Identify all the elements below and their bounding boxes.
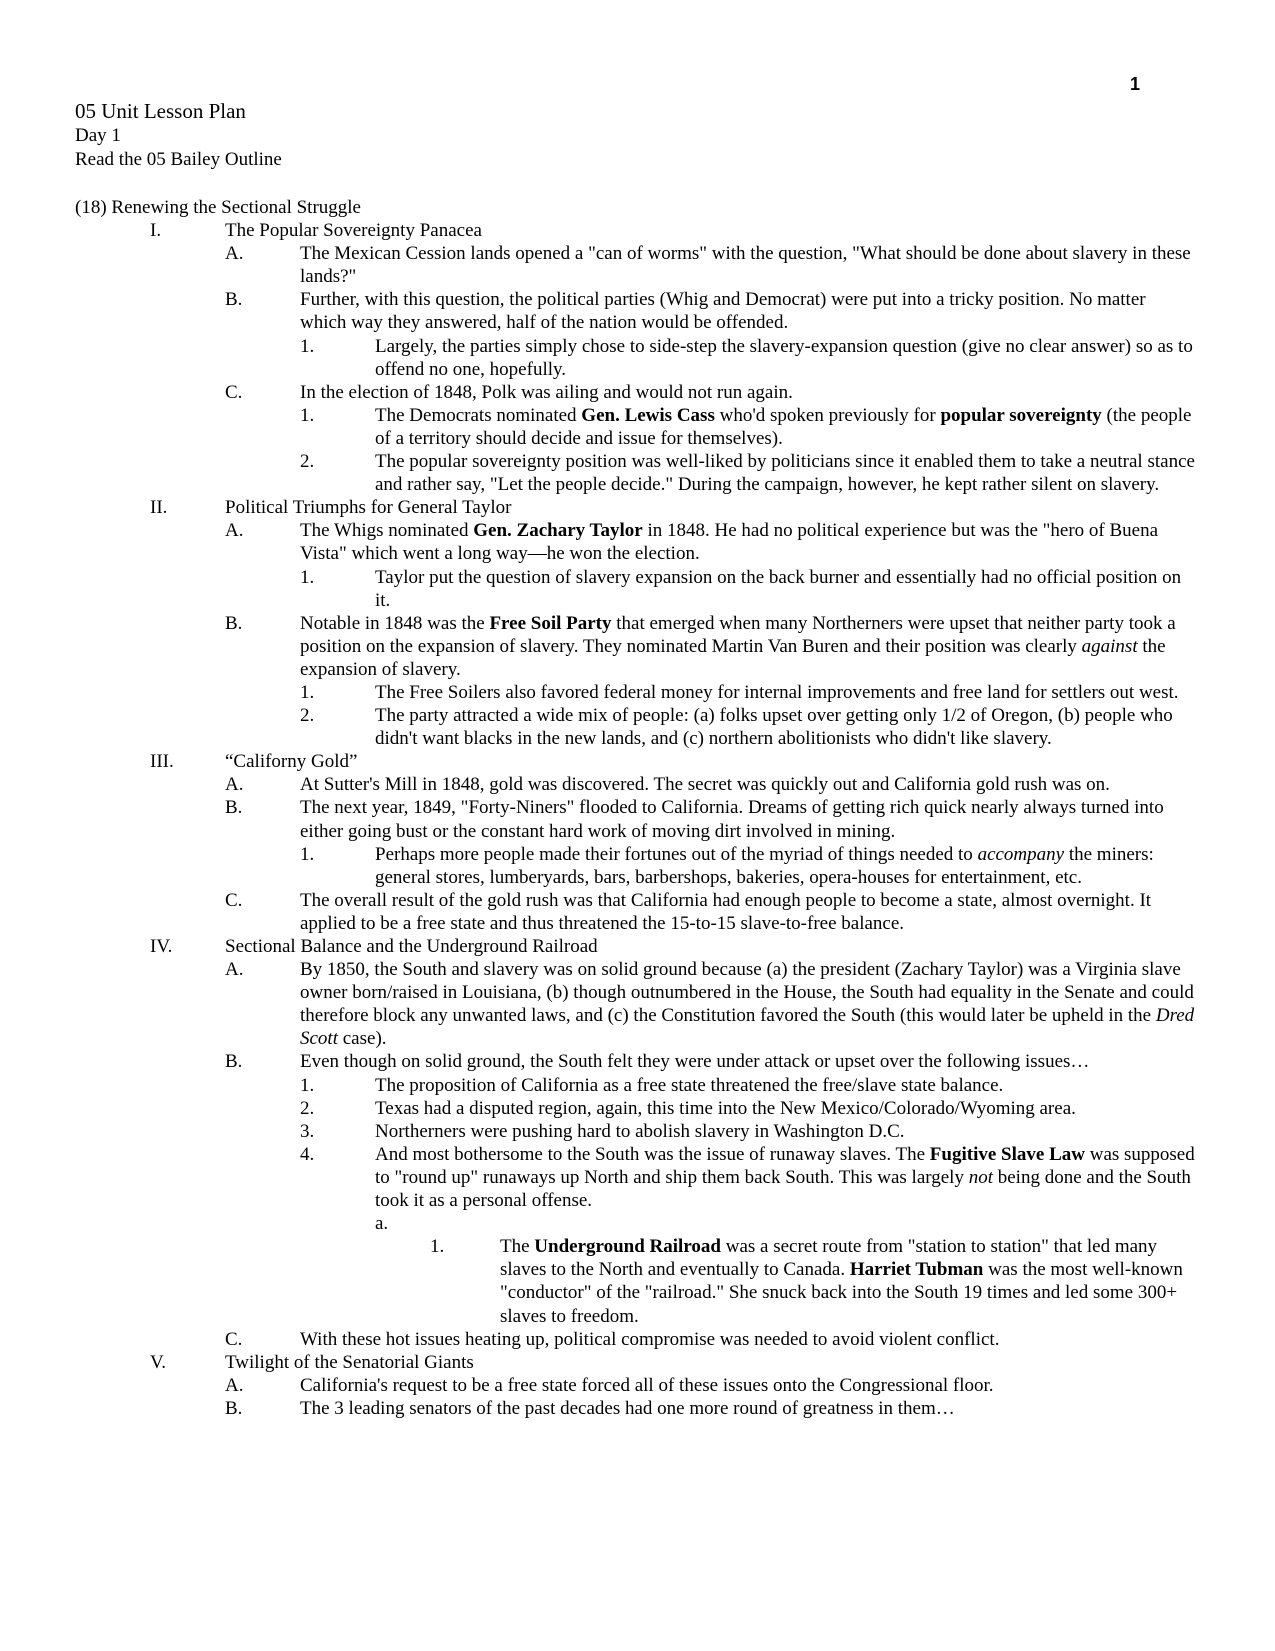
item-text: Perhaps more people made their fortunes out of the myriad of things needed to accompany the miners: general stores, lumberyards, bars, barbershops, bakeries, opera-houses for entertainment, etc. [375,843,1154,888]
item-text: The Free Soilers also favored federal money for internal improvements and free land for settlers out west. [375,681,1179,703]
outline-item [0,381,1275,404]
key-term: Gen. Lewis Cass [581,404,715,426]
item-label: 1. [300,566,315,588]
item-label: 1. [300,843,315,865]
item-text: Texas had a disputed region, again, this time into the New Mexico/Colorado/Wyoming area. [375,1097,1076,1119]
item-label: B. [225,289,243,311]
outline-section [0,1351,1275,1374]
outline-item [0,843,1275,889]
item-text: Notable in 1848 was the Free Soil Party that emerged when many Northerners were upset that neither party took a position on the expansion of slavery. They nominated Martin Van Buren and their position was clearly against the expansion of slavery. [300,612,1176,680]
item-label: 2. [300,705,315,727]
outline-item [0,566,1275,612]
item-text: By 1850, the South and slavery was on solid ground because (a) the president (Zachary Taylor) was a Virginia slave owner born/raised in Louisiana, (b) though outnumbered in the House, the South had equality in the Senate and could therefore block any unwanted laws, and (c) the Constitution favored the South (this would later be upheld in the Dred Scott case). [300,959,1195,1050]
outline-item [0,450,1275,496]
item-label: B. [225,1397,243,1419]
section-numeral: V. [150,1351,167,1373]
item-label: 1. [430,1236,445,1258]
outline-item [0,1074,1275,1097]
outline-item [0,1212,1275,1235]
section-numeral: II. [150,497,168,519]
item-label: 1. [300,404,315,426]
outline-item [0,681,1275,704]
item-text: The 3 leading senators of the past decades had one more round of greatness in them… [300,1397,955,1419]
item-text: Northerners were pushing hard to abolish slavery in Washington D.C. [375,1120,905,1142]
item-text: With these hot issues heating up, political compromise was needed to avoid violent conflict. [300,1328,1000,1350]
outline-item [0,404,1275,450]
item-text: The Mexican Cession lands opened a "can of worms" with the question, "What should be done about slavery in these lands?" [300,243,1191,288]
outline-item [0,335,1275,381]
outline-item [0,242,1275,288]
section-numeral: III. [150,751,174,773]
item-text: Even though on solid ground, the South felt they were under attack or upset over the following issues… [300,1051,1090,1073]
item-label: B. [225,1051,243,1073]
item-text: In the election of 1848, Polk was ailing and would not run again. [300,381,793,403]
item-label: C. [225,1328,243,1350]
outline-section [0,219,1275,242]
outline-section [0,496,1275,519]
item-label: A. [225,959,244,981]
item-label: A. [225,243,244,265]
outline-item [0,1374,1275,1397]
item-text: Further, with this question, the political parties (Whig and Democrat) were put into a tricky position. No matter which way they answered, half of the nation would be offended. [300,289,1146,334]
outline-item [0,773,1275,796]
item-text: The party attracted a wide mix of people: (a) folks upset over getting only 1/2 of Oregon, (b) people who didn't want blacks in the new lands, and (c) northern abolitionists who didn't like slavery. [375,705,1173,750]
item-label: C. [225,889,243,911]
item-text: The Democrats nominated Gen. Lewis Cass who'd spoken previously for popular sovereignty (the people of a territory should decide and issue for themselves). [375,404,1192,449]
key-term: popular sovereignty [940,404,1102,426]
page-number: 1 [1130,74,1141,94]
section-numeral: IV. [150,936,173,957]
item-label: 1. [300,335,315,357]
outline-item [0,1097,1275,1120]
key-term: Underground Railroad [534,1236,721,1258]
item-label: a. [375,1213,389,1235]
item-label: B. [225,797,243,819]
item-label: 1. [300,1074,315,1096]
outline-item [0,1143,1275,1212]
section-title: Sectional Balance and the Underground Railroad [225,936,598,957]
outline-section [0,935,1275,958]
section-numeral: I. [150,220,162,242]
item-text: And most bothersome to the South was the issue of runaway slaves. The Fugitive Slave Law was supposed to "round up" runaways up North and ship them back South. This was largely not being done and the South took it as a personal offense. [375,1143,1195,1212]
item-text: The overall result of the gold rush was that California had enough people to become a state, almost overnight. It applied to be a free state and thus threatened the 15-to-15 slave-to-free balance. [300,889,1152,934]
outline-item [0,1397,1275,1420]
item-text: The Underground Railroad was a secret route from "station to station" that led many slaves to the North and eventually to Canada. Harriet Tubman was the most well-known "conductor" of the "railroad." She snuck back into the South 19 times and led some 300+ slaves to freedom. [500,1236,1183,1327]
item-label: 2. [300,451,315,473]
emphasis: accompany [977,843,1065,865]
key-term: Fugitive Slave Law [929,1143,1085,1165]
item-label: A. [225,520,244,542]
item-text: The next year, 1849, "Forty-Niners" flooded to California. Dreams of getting rich quick nearly always turned into either going bust or the constant hard work of moving dirt involved in mining. [300,797,1164,842]
outline [0,196,1275,1420]
outline-item [0,612,1275,681]
document-title: 05 Unit Lesson Plan [75,99,246,123]
item-text: The popular sovereignty position was well-liked by politicians since it enabled them to take a neutral stance and rather say, "Let the people decide." During the campaign, however, he kept rather silent on slavery. [375,451,1195,496]
emphasis: Dred Scott [300,1005,1195,1050]
outline-item [0,1235,1275,1327]
item-text: The Whigs nominated Gen. Zachary Taylor in 1848. He had no political experience but was the "hero of Buena Vista" which went a long way—he won the election. [300,520,1159,565]
document-header [75,98,282,172]
section-title: The Popular Sovereignty Panacea [225,220,482,242]
item-label: 3. [300,1120,315,1142]
chapter-title: (18) Renewing the Sectional Struggle [75,197,361,218]
item-text: Taylor put the question of slavery expansion on the back burner and essentially had no official position on it. [375,566,1182,611]
outline-item [0,288,1275,334]
day-label: Day 1 [75,125,121,146]
item-label: 2. [300,1097,315,1119]
outline-item [0,519,1275,565]
key-term: Harriet Tubman [849,1259,984,1281]
reading-assignment: Read the 05 Bailey Outline [75,149,282,170]
outline-item [0,1120,1275,1143]
outline-section [0,750,1275,773]
item-label: A. [225,1374,244,1396]
item-label: C. [225,381,243,403]
emphasis: not [968,1166,993,1188]
item-text: The proposition of California as a free state threatened the free/slave state balance. [375,1074,1004,1096]
outline-item [0,889,1275,935]
outline-item [0,1050,1275,1073]
item-text: Largely, the parties simply chose to side-step the slavery-expansion question (give no clear answer) so as to offend no one, hopefully. [375,335,1193,380]
item-label: 4. [300,1143,315,1165]
key-term: Free Soil Party [489,612,612,634]
emphasis: against [1081,635,1138,657]
item-label: 1. [300,681,315,703]
outline-item [0,796,1275,842]
outline-item [0,704,1275,750]
item-label: B. [225,612,243,634]
outline-item [0,958,1275,1050]
outline-item [0,1328,1275,1351]
item-text: At Sutter's Mill in 1848, gold was discovered. The secret was quickly out and California gold rush was on. [300,774,1110,796]
section-title: “Californy Gold” [225,751,358,773]
key-term: Gen. Zachary Taylor [473,520,643,542]
item-label: A. [225,774,244,796]
section-title: Twilight of the Senatorial Giants [225,1351,474,1373]
item-text: California's request to be a free state forced all of these issues onto the Congressional floor. [300,1374,994,1396]
chapter-heading [0,196,1275,219]
section-title: Political Triumphs for General Taylor [225,497,512,519]
